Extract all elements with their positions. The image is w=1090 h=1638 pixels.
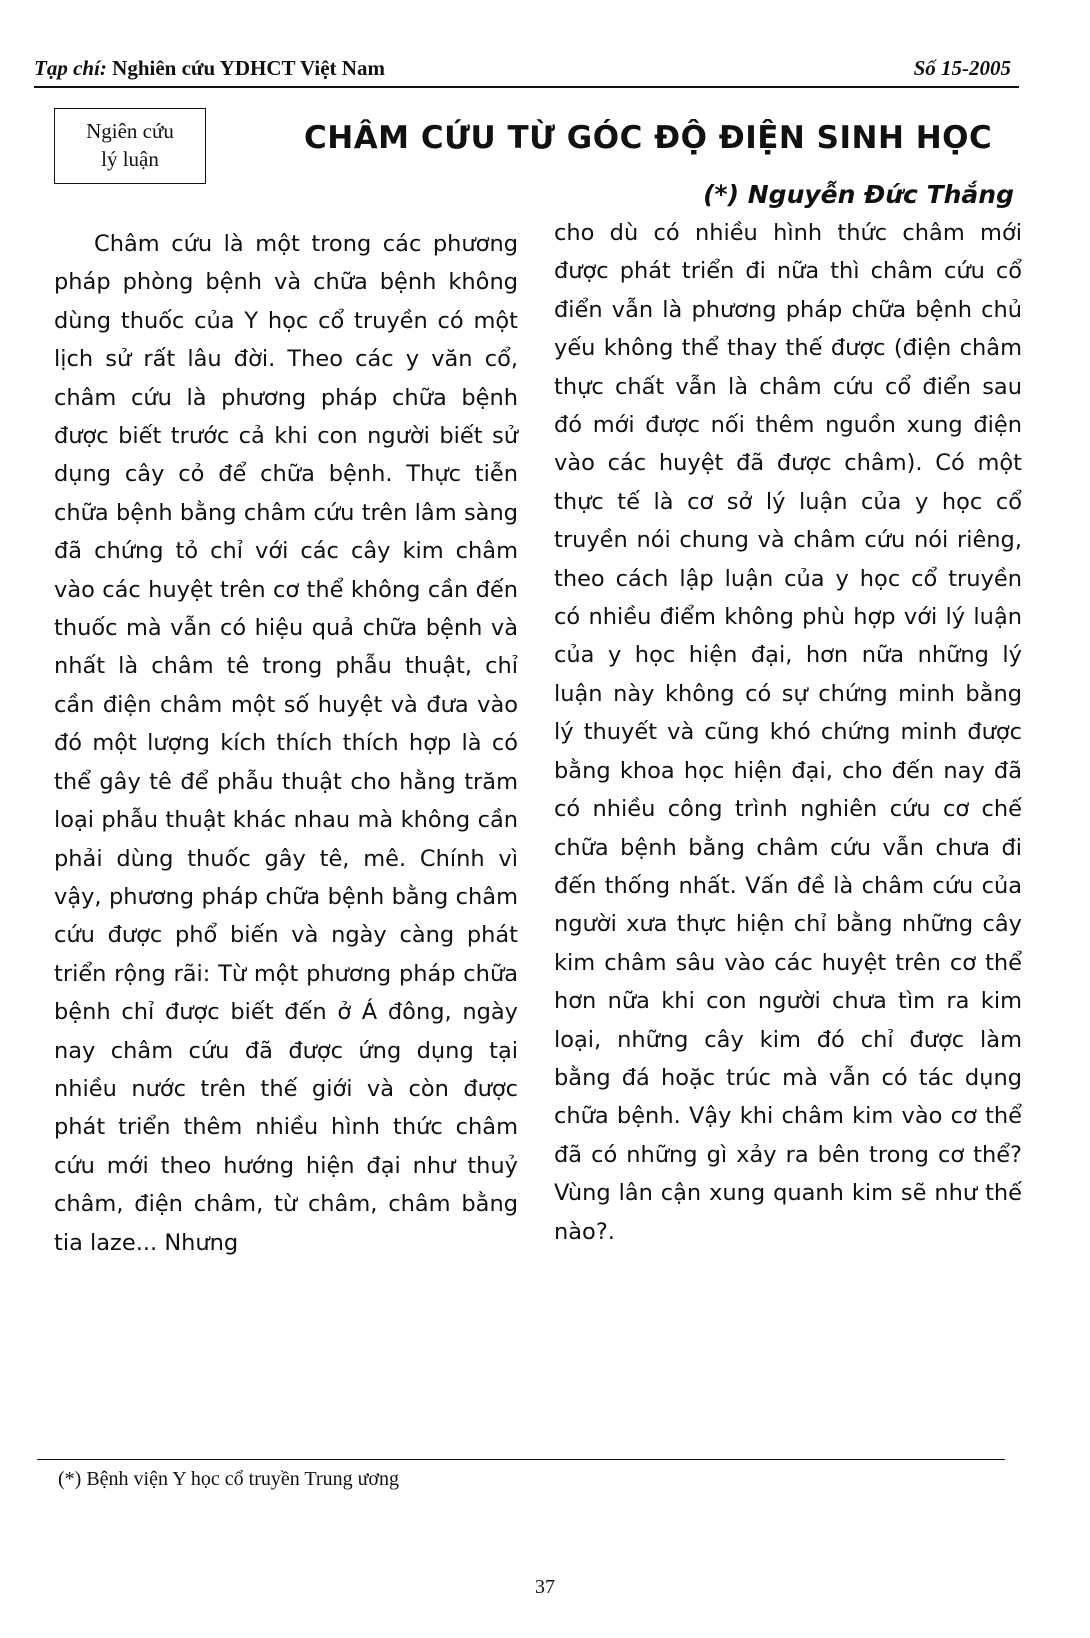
issue-number: Số 15-2005 [913,56,1011,80]
footnote-divider [37,1459,1005,1460]
body-column-right: cho dù có nhiều hình thức châm mới được phát triển đi nữa thì châm cứu cổ điển vẫn là phương pháp chữa bệnh chủ yếu không thể thay thế được (điện châm thực chất vẫn là châm cứu cổ điển sau đó mới được nối thêm nguồn xung điện vào các huyệt đã được châm). Có một thực tế là cơ sở lý luận của y học cổ truyền nói chung và châm cứu nói riêng, theo cách lập luận của y học cổ truyền có nhiều điểm không phù hợp với lý luận của y học hiện đại, hơn nữa những lý luận này không có sự chứng minh bằng lý thuyết và cũng khó chứng minh được bằng khoa học hiện đại, cho đến nay đã có nhiều công trình nghiên cứu cơ chế chữa bệnh bằng châm cứu vẫn chưa đi đến thống nhất. Vấn đề là châm cứu của người xưa thực hiện chỉ bằng những cây kim châm sâu vào các huyệt trên cơ thể hơn nữa khi con người chưa tìm ra kim loại, những cây kim đó chỉ được làm bằng đá hoặc trúc mà vẫn có tác dụng chữa bệnh. Vậy khi châm kim vào cơ thể đã có những gì xảy ra bên trong cơ thể? Vùng lân cận xung quanh kim sẽ như thế nào?. [554,220,1022,1245]
section-label-box [54,108,206,184]
page-header [34,52,1019,88]
section-label-line1: Ngiên cứu [86,119,174,143]
journal-name: Nghiên cứu YDHCT Việt Nam [106,56,385,80]
journal-title [34,56,385,81]
article-title: CHÂM CỨU TỪ GÓC ĐỘ ĐIỆN SINH HỌC [304,120,993,156]
footnote: (*) Bệnh viện Y học cổ truyền Trung ương [58,1468,400,1490]
journal-prefix: Tạp chí: [34,56,107,80]
body-column-left: Châm cứu là một trong các phương pháp phòng bệnh và chữa bệnh không dùng thuốc của Y học cổ truyền có một lịch sử rất lâu đời. Theo các y văn cổ, châm cứu là phương pháp chữa bệnh được biết trước cả khi con người biết sử dụng cây cỏ để chữa bệnh. Thực tiễn chữa bệnh bằng châm cứu trên lâm sàng đã chứng tỏ chỉ với các cây kim châm vào các huyệt trên cơ thể không cần đến thuốc mà vẫn có hiệu quả chữa bệnh và nhất là châm tê trong phẫu thuật, chỉ cần điện châm một số huyệt và đưa vào đó một lượng kích thích thích hợp là có thể gây tê để phẫu thuật cho hằng trăm loại phẫu thuật khác nhau mà không cần phải dùng thuốc gây tê, mê. Chính vì vậy, phương pháp chữa bệnh bằng châm cứu được phổ biến và ngày càng phát triển rộng rãi: Từ một phương pháp chữa bệnh chỉ được biết đến ở Á đông, ngày nay châm cứu đã được ứng dụng tại nhiều nước trên thế giới và còn được phát triển thêm nhiều hình thức châm cứu mới theo hướng hiện đại như thuỷ châm, điện châm, từ châm, châm bằng tia laze... Nhưng [54,231,518,1256]
section-label-line2: lý luận [101,147,159,171]
page-number: 37 [535,1576,555,1598]
article-author: (*) Nguyễn Đức Thắng [703,180,1014,209]
